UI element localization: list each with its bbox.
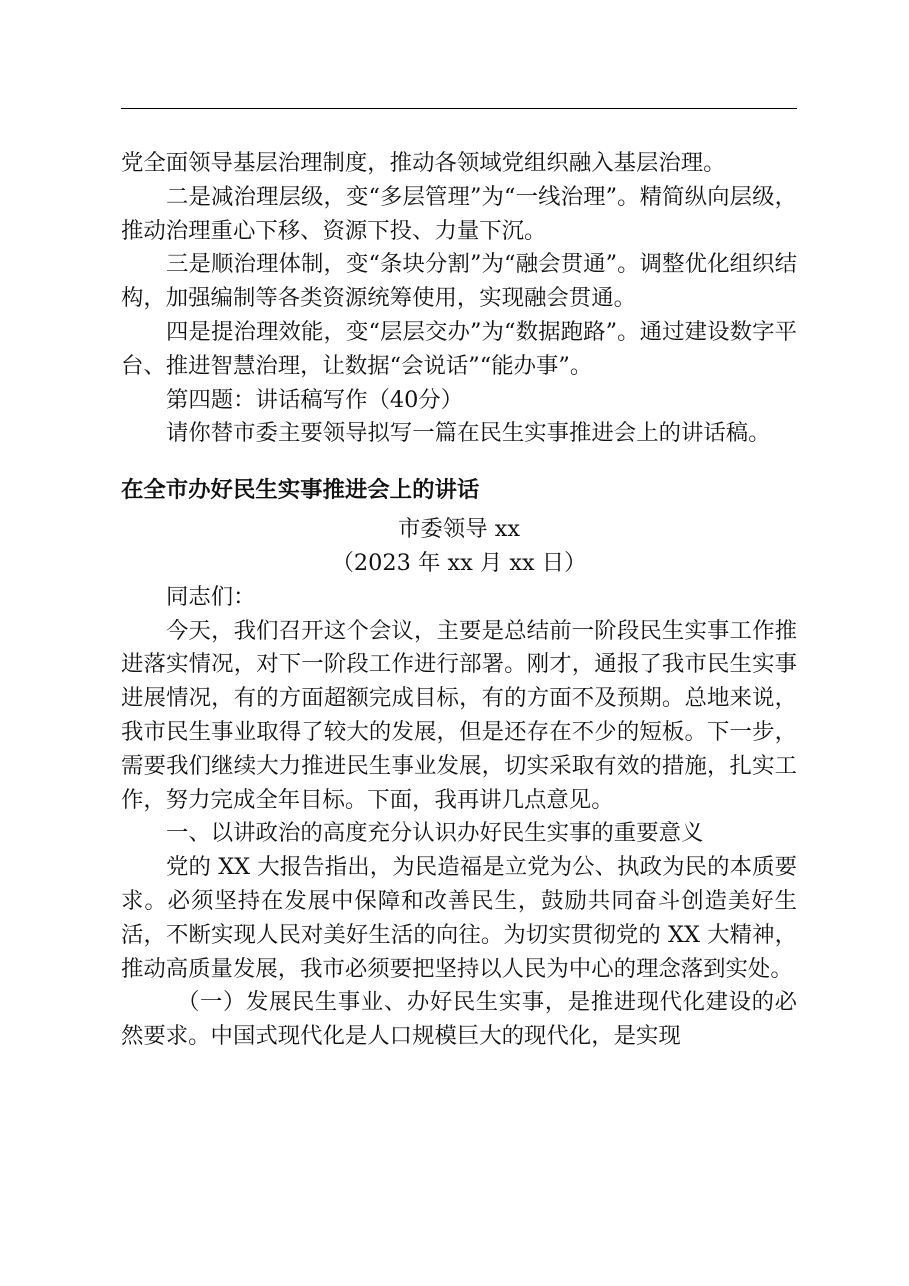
paragraph-continuation: 党全面领导基层治理制度，推动各领域党组织融入基层治理。 xyxy=(121,150,726,176)
paragraph-point-four: 四是提治理效能，变“层层交办”为“数据跑路”。通过建设数字平台、推进智慧治理，让数据“会说话”“能办事”。 xyxy=(121,318,797,379)
speech-date: （2023 年 xx 月 xx 日） xyxy=(331,549,587,576)
header-rule xyxy=(121,108,797,109)
paragraph-point-two: 二是减治理层级，变“多层管理”为“一线治理”。精简纵向层级，推动治理重心下移、资源下投、力量下沉。 xyxy=(121,183,797,244)
section-one-paragraph: 党的 XX 大报告指出，为民造福是立党为公、执政为民的本质要求。必须坚持在发展中保障和改善民生，鼓励共同奋斗创造美好生活，不断实现人民对美好生活的向往。为切实贯彻党的 XX 大精神，推动高质量发展，我市必须要把坚持以人民为中心的理念落到实处。 xyxy=(121,854,797,982)
question-four-heading: 第四题：讲话稿写作（40分） xyxy=(166,386,464,413)
point-one-paragraph: （一）发展民生事业、办好民生实事，是推进现代化建设的必然要求。中国式现代化是人口规模巨大的现代化，是实现 xyxy=(121,989,797,1050)
speech-salutation: 同志们： xyxy=(166,583,256,610)
speech-title: 在全市办好民生实事推进会上的讲话 xyxy=(121,477,480,504)
paragraph-point-three: 三是顺治理体制，变“条块分割”为“融会贯通”。调整优化组织结构，加强编制等各类资源统筹使用，实现融会贯通。 xyxy=(121,251,797,312)
speech-author: 市委领导 xx xyxy=(398,516,520,543)
question-four-prompt: 请你替市委主要领导拟写一篇在民生实事推进会上的讲话稿。 xyxy=(166,420,771,447)
document-body xyxy=(121,147,797,1054)
section-one-heading: 一、以讲政治的高度充分认识办好民生实事的重要意义 xyxy=(166,820,704,847)
speech-intro-paragraph: 今天，我们召开这个会议，主要是总结前一阶段民生实事工作推进落实情况，对下一阶段工作进行部署。刚才，通报了我市民生实事进展情况，有的方面超额完成目标，有的方面不及预期。总地来说，我市民生事业取得了较大的发展，但是还存在不少的短板。下一步，需要我们继续大力推进民生事业发展，切实采取有效的措施，扎实工作，努力完成全年目标。下面，我再讲几点意见。 xyxy=(121,617,797,813)
